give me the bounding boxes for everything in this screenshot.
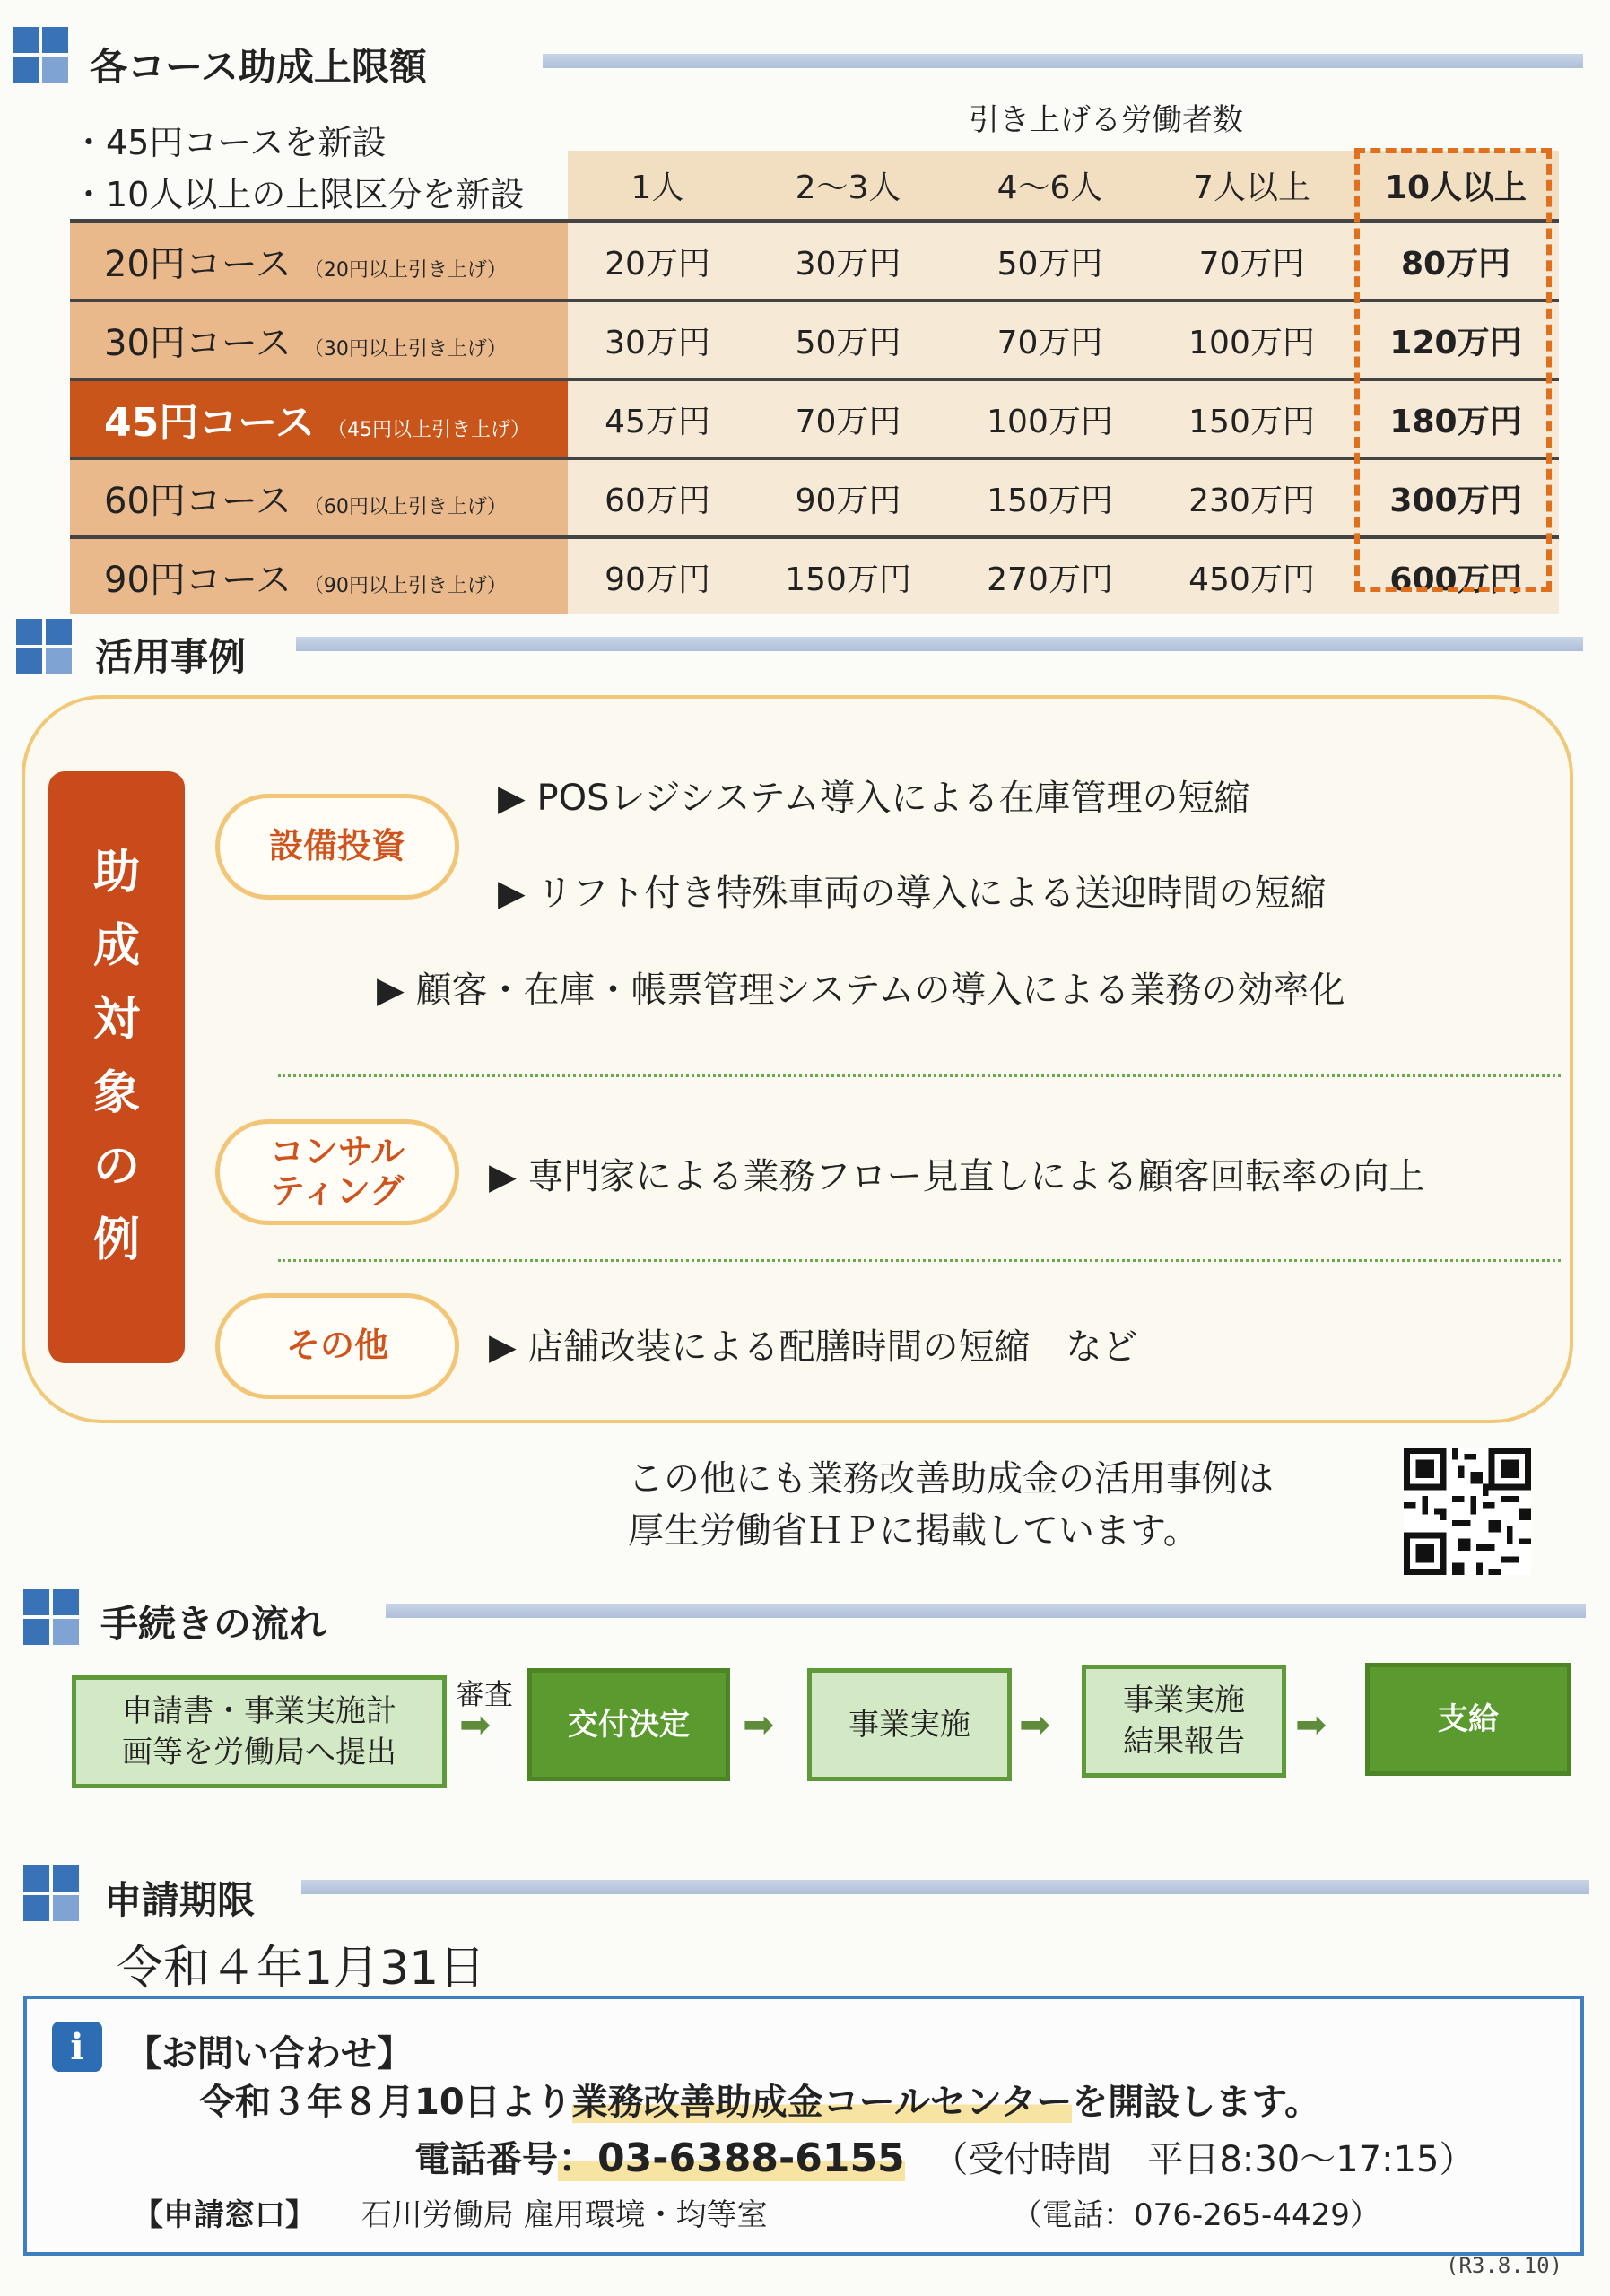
value-cell: 150万円 [949, 458, 1151, 537]
flow-step-report: 事業実施 結果報告 [1082, 1665, 1286, 1778]
divider [278, 1074, 1561, 1077]
example-lift: ▶ リフト付き特殊車両の導入による送迎時間の短縮 [498, 873, 1327, 914]
value-cell: 70万円 [747, 379, 949, 458]
vlabel-char: 象 [92, 1066, 140, 1120]
value-cell: 450万円 [1151, 537, 1353, 614]
qr-code[interactable] [1404, 1448, 1531, 1575]
section-icon [16, 619, 72, 674]
flow-arrow-icon: ➡ [459, 1702, 492, 1746]
value-cell: 50万円 [747, 300, 949, 379]
revision-stamp: (R3.8.10) [1446, 2253, 1563, 2278]
header-4: 7人以上 [1151, 151, 1353, 222]
flow-step-payment: 支給 [1365, 1663, 1571, 1776]
value-cell: 100万円 [949, 379, 1151, 458]
example-expert: ▶ 専門家による業務フロー見直しによる顧客回転率の向上 [489, 1156, 1425, 1197]
value-cell: 300万円 [1353, 458, 1559, 537]
divider [278, 1259, 1561, 1262]
section-icon [23, 1866, 79, 1921]
deadline-date: 令和４年1月31日 [117, 1942, 486, 1996]
value-cell: 20万円 [568, 222, 747, 301]
flow-arrow-icon: ➡ [1019, 1702, 1051, 1746]
vlabel-char: 対 [92, 993, 140, 1047]
course-cell [70, 222, 568, 301]
vlabel-char: 例 [92, 1213, 140, 1267]
phone-hours: （受付時間 平日8:30～17:15） [932, 2139, 1475, 2180]
vlabel-char: の [92, 1140, 140, 1194]
section-icon [23, 1589, 79, 1645]
header-2: 2～3人 [747, 151, 949, 222]
value-cell: 70万円 [949, 300, 1151, 379]
section-title-limits: 各コース助成上限額 [90, 45, 427, 89]
contact-heading: 【お問い合わせ】 [126, 2033, 413, 2074]
application-window-line [133, 2190, 1406, 2234]
vlabel-char: 成 [92, 919, 140, 973]
value-cell: 600万円 [1353, 537, 1559, 614]
value-cell: 180万円 [1353, 379, 1559, 458]
examples-note-line: この他にも業務改善助成金の活用事例は [628, 1458, 1274, 1500]
value-cell: 150万円 [1151, 379, 1353, 458]
section-title-deadline: 申請期限 [104, 1878, 256, 1922]
course-name: 30円コース [104, 322, 292, 364]
value-cell: 50万円 [949, 222, 1151, 301]
window-label: 【申請窓口】 [133, 2197, 316, 2233]
example-system: ▶ 顧客・在庫・帳票管理システムの導入による業務の効率化 [377, 970, 1345, 1011]
flow-arrow-icon: ➡ [743, 1702, 775, 1746]
value-cell: 45万円 [568, 379, 747, 458]
example-pos: ▶ POSレジシステム導入による在庫管理の短縮 [498, 778, 1250, 819]
category-consulting: コンサル ティング [215, 1119, 459, 1225]
section-bar [296, 637, 1583, 651]
phone-number[interactable]: ：03-6388-6155 [558, 2135, 905, 2181]
contact-announcement-post: を開設します。 [1072, 2082, 1321, 2123]
contact-phone-line [414, 2126, 1475, 2183]
table-row [70, 300, 1559, 379]
value-cell: 60万円 [568, 458, 747, 537]
bullet-10plus: ・10人以上の上限区分を新設 [72, 175, 525, 214]
vlabel-char: 助 [92, 846, 140, 900]
call-center-name: 業務改善助成金コールセンター [571, 2082, 1073, 2123]
value-cell: 100万円 [1151, 300, 1353, 379]
section-bar [543, 54, 1583, 68]
table-corner [70, 151, 568, 222]
info-icon: i [52, 2022, 102, 2072]
table-row [70, 222, 1559, 301]
contact-announcement [199, 2074, 1320, 2125]
flow-step-submit: 申請書・事業実施計 画等を労働局へ提出 [72, 1675, 447, 1788]
course-cell [70, 458, 568, 537]
course-note: （30円以上引き上げ） [303, 337, 507, 361]
table-row [70, 537, 1559, 614]
value-cell: 90万円 [568, 537, 747, 614]
value-cell: 120万円 [1353, 300, 1559, 379]
contact-announcement-pre: 令和３年８月10日より [199, 2082, 572, 2123]
section-title-flow: 手続きの流れ [100, 1602, 327, 1646]
course-note: （90円以上引き上げ） [303, 574, 507, 597]
category-other: その他 [215, 1293, 459, 1399]
course-cell [70, 379, 568, 458]
value-cell: 150万円 [747, 537, 949, 614]
window-office: 石川労働局 雇用環境・均等室 [361, 2197, 768, 2233]
value-cell: 30万円 [568, 300, 747, 379]
section-icon [13, 27, 68, 83]
section-title-examples: 活用事例 [95, 635, 247, 679]
table-header-row [70, 151, 1559, 222]
course-note: （45円以上引き上げ） [327, 419, 531, 441]
header-1: 1人 [568, 151, 747, 222]
table-row [70, 379, 1559, 458]
header-3: 4～6人 [949, 151, 1151, 222]
category-equipment: 設備投資 [215, 794, 459, 900]
examples-note [628, 1453, 1274, 1557]
course-cell [70, 300, 568, 379]
course-name: 90円コース [104, 559, 292, 601]
table-row [70, 458, 1559, 537]
value-cell: 70万円 [1151, 222, 1353, 301]
value-cell: 30万円 [747, 222, 949, 301]
flow-step-grant-decision: 交付決定 [527, 1668, 730, 1781]
example-store: ▶ 店舗改装による配膳時間の短縮 など [489, 1326, 1138, 1368]
flow-step-implementation: 事業実施 [807, 1668, 1012, 1781]
course-note: （60円以上引き上げ） [303, 495, 507, 518]
bullet-45yen: ・45円コースを新設 [72, 123, 387, 162]
flow-review-label: 審査 [456, 1677, 514, 1711]
phone-label: 電話番号 [414, 2139, 558, 2180]
value-cell: 270万円 [949, 537, 1151, 614]
examples-vertical-label [48, 771, 185, 1363]
section-bar [301, 1880, 1589, 1894]
course-cell [70, 537, 568, 614]
window-phone[interactable]: （電話：076-265-4429） [1012, 2197, 1380, 2233]
course-name: 60円コース [104, 480, 292, 522]
flow-arrow-icon: ➡ [1295, 1702, 1327, 1746]
course-name: 20円コース [104, 243, 292, 285]
new-tier-highlight [1354, 148, 1552, 592]
examples-note-line: 厚生労働省ＨＰに掲載しています。 [628, 1510, 1199, 1552]
course-note: （20円以上引き上げ） [303, 258, 507, 282]
value-cell: 230万円 [1151, 458, 1353, 537]
value-cell: 90万円 [747, 458, 949, 537]
course-name: 45円コース [104, 400, 316, 446]
header-5: 10人以上 [1353, 151, 1559, 222]
value-cell: 80万円 [1353, 222, 1559, 301]
workers-label: 引き上げる労働者数 [969, 102, 1243, 138]
section-bar [386, 1604, 1586, 1618]
limits-table [70, 151, 1559, 614]
